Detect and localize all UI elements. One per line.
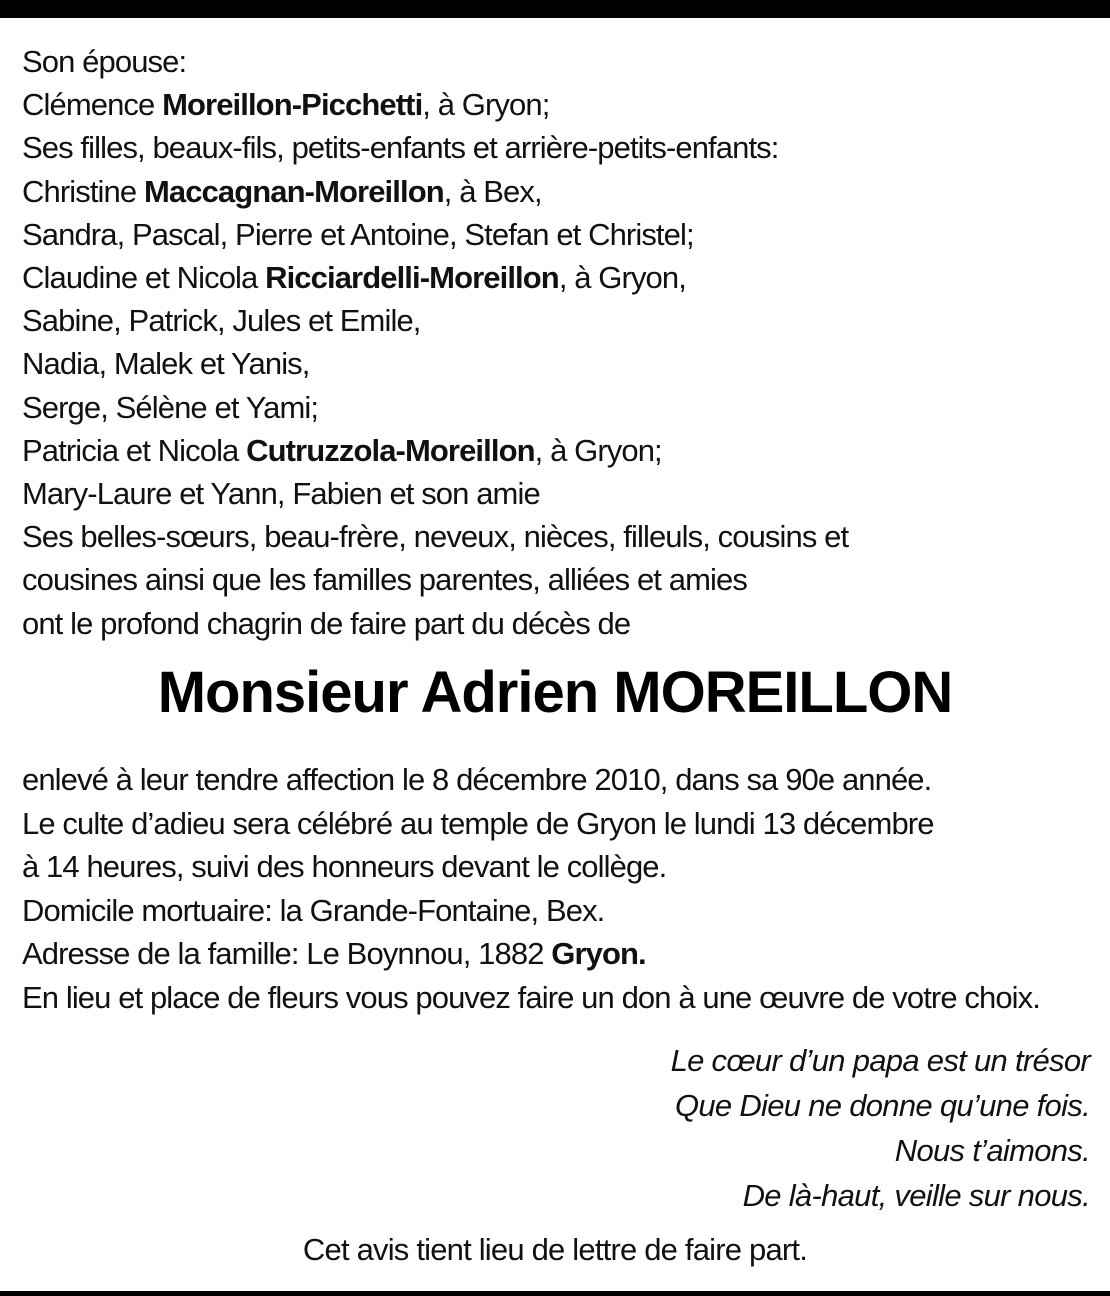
deceased-name: Monsieur Adrien MOREILLON [157, 660, 953, 725]
family-line: Clémence Moreillon-Picchetti, à Gryon; [22, 87, 550, 123]
family-line: cousines ainsi que les familles parentes, alliées et amies [22, 562, 747, 598]
poem-line: Le cœur d’un papa est un trésor [670, 1043, 1090, 1078]
poem [671, 1038, 1090, 1218]
mortuary-address: Domicile mortuaire: la Grande-Fontaine, Bex. [22, 892, 605, 928]
poem-line: De là-haut, veille sur nous. [742, 1178, 1090, 1213]
family-line: Ses belles-sœurs, beau-frère, neveux, nièces, filleuls, cousins et [22, 519, 849, 555]
family-line: ont le profond chagrin de faire part du décès de [22, 605, 631, 641]
bottom-border-rule [0, 1291, 1110, 1296]
top-border-rule [0, 0, 1110, 18]
family-line: Sabine, Patrick, Jules et Emile, [22, 303, 421, 339]
family-line: Son épouse: [22, 44, 187, 79]
details-line: Le culte d’adieu sera célébré au temple de Gryon le lundi 13 décembre [22, 805, 934, 841]
family-line: Serge, Sélène et Yami; [22, 389, 319, 425]
family-line: Patricia et Nicola Cutruzzola-Moreillon, à Gryon; [22, 432, 662, 468]
family-line: Mary-Laure et Yann, Fabien et son amie [22, 476, 540, 512]
family-line: Nadia, Malek et Yanis, [22, 346, 310, 382]
details-line: à 14 heures, suivi des honneurs devant le collège. [22, 849, 667, 884]
family-line: Claudine et Nicola Ricciardelli-Moreillon, à Gryon, [22, 260, 686, 296]
family-line: Christine Maccagnan-Moreillon, à Bex, [22, 173, 542, 209]
family-announcement [22, 40, 1092, 645]
closing-notice: Cet avis tient lieu de lettre de faire part. [302, 1232, 808, 1267]
family-line: Ses filles, beaux-fils, petits-enfants et arrière-petits-enfants: [22, 130, 779, 166]
donation-note: En lieu et place de fleurs vous pouvez faire un don à une œuvre de votre choix. [22, 979, 1040, 1015]
details-line: enlevé à leur tendre affection le 8 décembre 2010, dans sa 90e année. [22, 762, 932, 797]
family-line: Sandra, Pascal, Pierre et Antoine, Stefan et Christel; [22, 216, 694, 252]
family-address: Adresse de la famille: Le Boynnou, 1882 Gryon. [22, 936, 646, 971]
poem-line: Que Dieu ne donne qu’une fois. [674, 1088, 1090, 1123]
poem-line: Nous t’aimons. [894, 1133, 1090, 1168]
funeral-details [22, 758, 1088, 1019]
